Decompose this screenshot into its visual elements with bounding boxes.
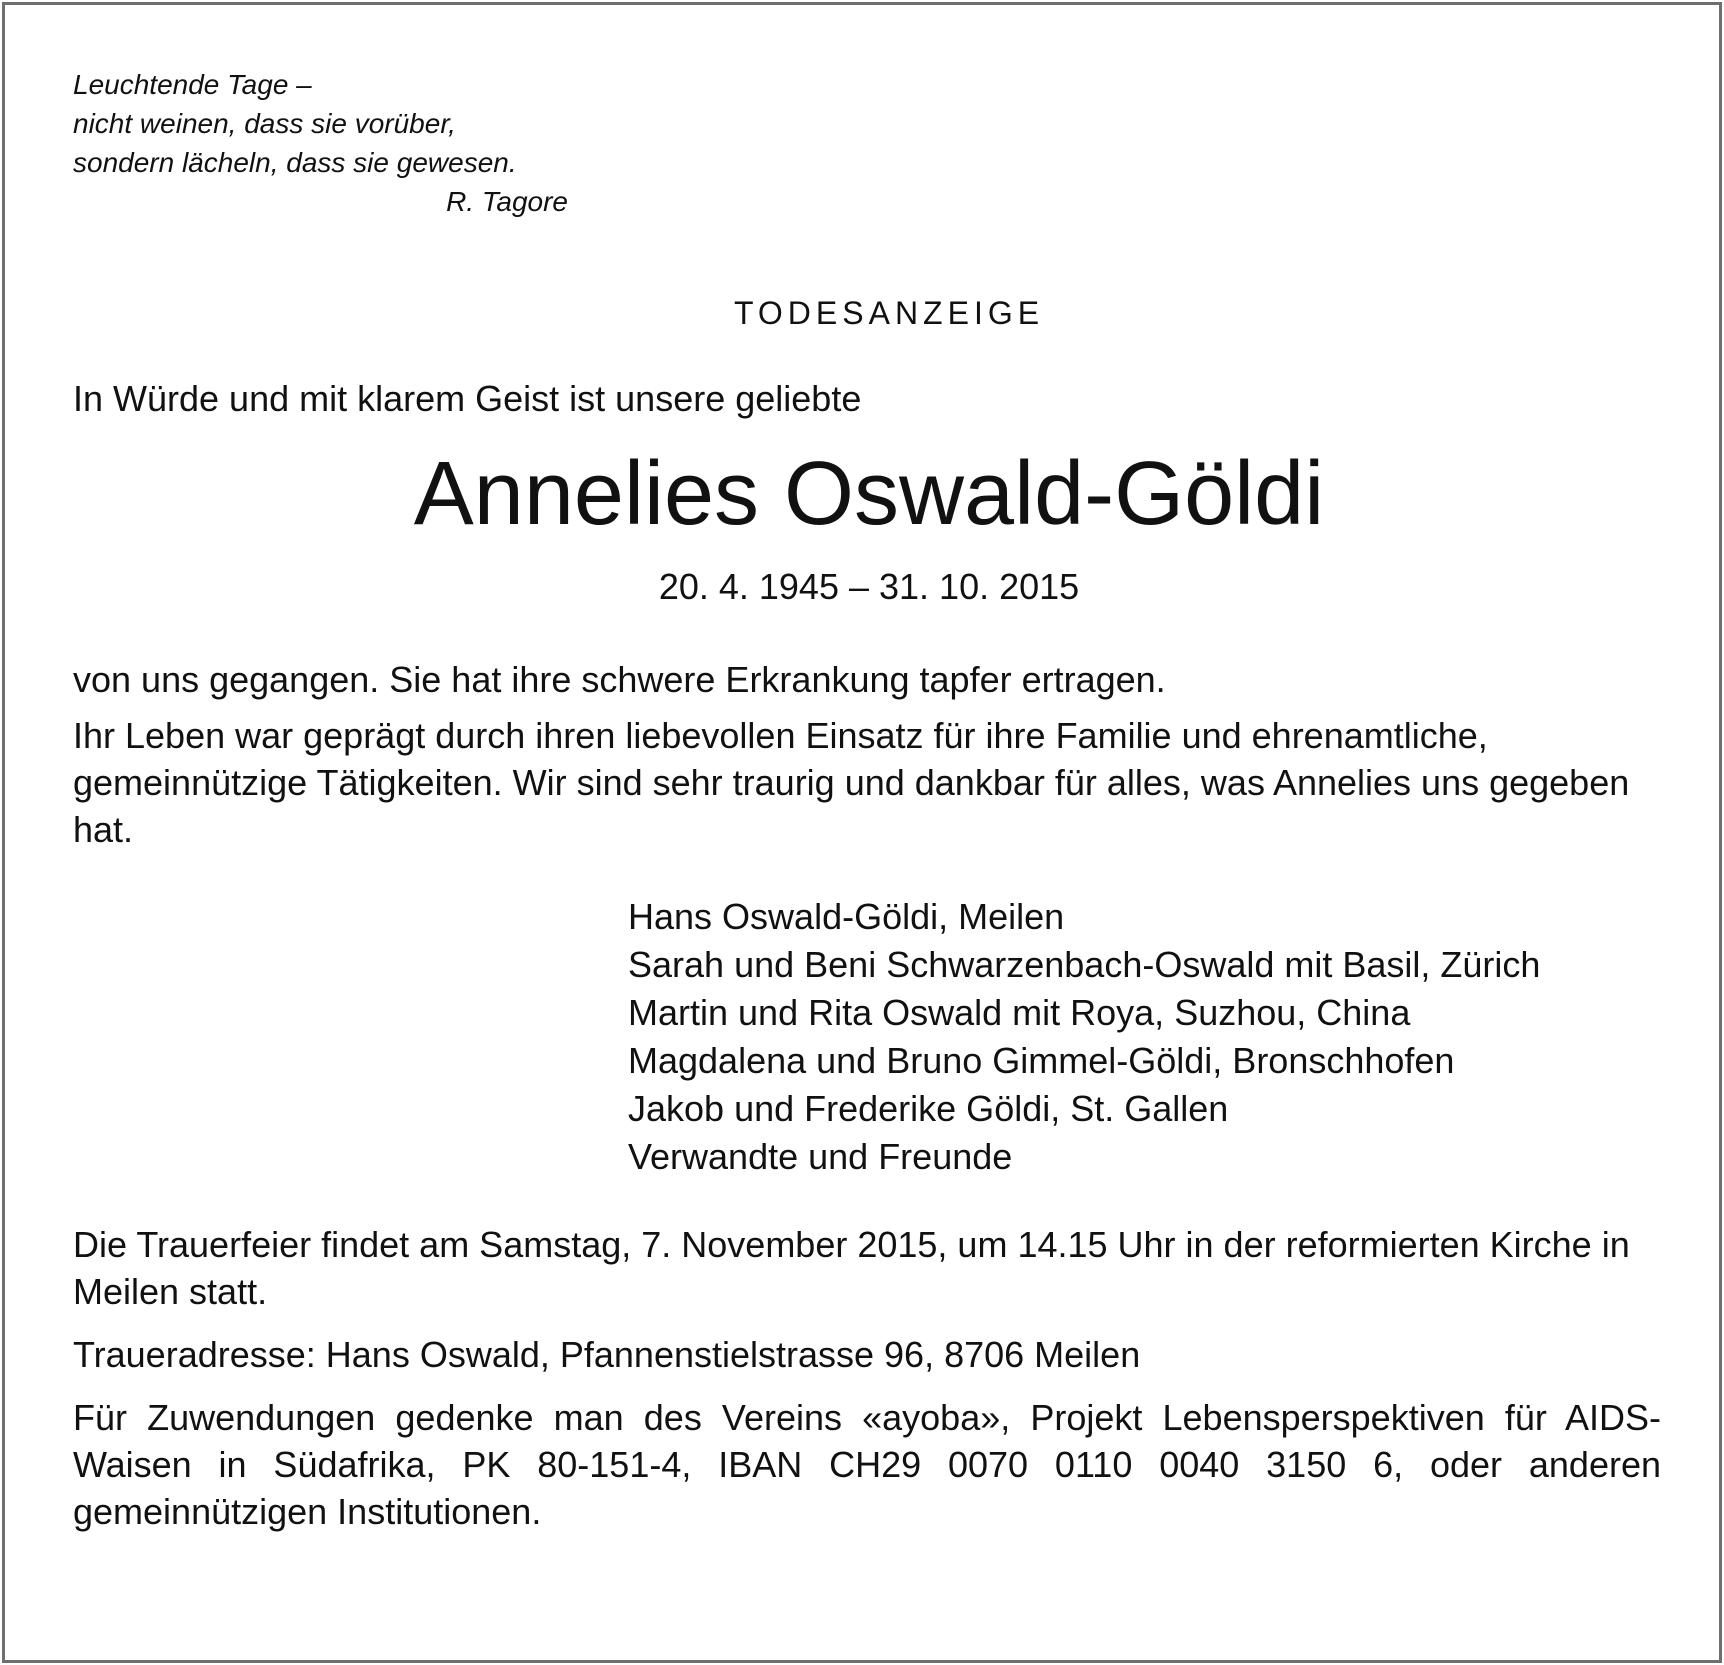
quote-author: R. Tagore bbox=[446, 186, 568, 217]
notice-content bbox=[73, 65, 1661, 1535]
family-member: Martin und Rita Oswald mit Roya, Suzhou, China bbox=[628, 992, 1411, 1033]
life-dates: 20. 4. 1945 – 31. 10. 2015 bbox=[658, 566, 1080, 607]
mourning-address: Traueradresse: Hans Oswald, Pfannenstielstrasse 96, 8706 Meilen bbox=[73, 1334, 1141, 1375]
notice-frame bbox=[2, 2, 1722, 1663]
quote-line: nicht weinen, dass sie vorüber, bbox=[73, 108, 456, 139]
notice-heading: TODESANZEIGE bbox=[733, 295, 1045, 331]
epigraph-quote bbox=[73, 65, 568, 221]
paragraph-passing: von uns gegangen. Sie hat ihre schwere Erkrankung tapfer ertragen. bbox=[73, 659, 1166, 700]
ceremony-info: Die Trauerfeier findet am Samstag, 7. November 2015, um 14.15 Uhr in der reformierten Kirche in Meilen statt. bbox=[73, 1224, 1630, 1312]
family-member: Sarah und Beni Schwarzenbach-Oswald mit Basil, Zürich bbox=[628, 944, 1541, 985]
family-member: Hans Oswald-Göldi, Meilen bbox=[628, 896, 1065, 937]
quote-line: Leuchtende Tage – bbox=[73, 69, 312, 100]
quote-line: sondern lächeln, dass sie gewesen. bbox=[73, 147, 517, 178]
intro-text: In Würde und mit klarem Geist ist unsere geliebte bbox=[73, 378, 862, 419]
donation-info: Für Zuwendungen gedenke man des Vereins «ayoba», Projekt Lebensperspektiven für AIDS-Waisen in Südafrika, PK 80-151-4, IBAN CH29 0070 0110 0040 3150 6, oder anderen gemeinnützigen Institutionen. bbox=[73, 1397, 1661, 1532]
deceased-name: Annelies Oswald-Göldi bbox=[413, 444, 1325, 544]
paragraph-life: Ihr Leben war geprägt durch ihren liebevollen Einsatz für ihre Familie und ehrenamtliche, gemeinnützige Tätigkeiten. Wir sind sehr traurig und dankbar für alles, was Annelies uns gegeben hat. bbox=[73, 715, 1630, 850]
family-list bbox=[628, 893, 1661, 1181]
family-member: Verwandte und Freunde bbox=[628, 1136, 1013, 1177]
family-member: Magdalena und Bruno Gimmel-Göldi, Bronschhofen bbox=[628, 1040, 1455, 1081]
family-member: Jakob und Frederike Göldi, St. Gallen bbox=[628, 1088, 1229, 1129]
